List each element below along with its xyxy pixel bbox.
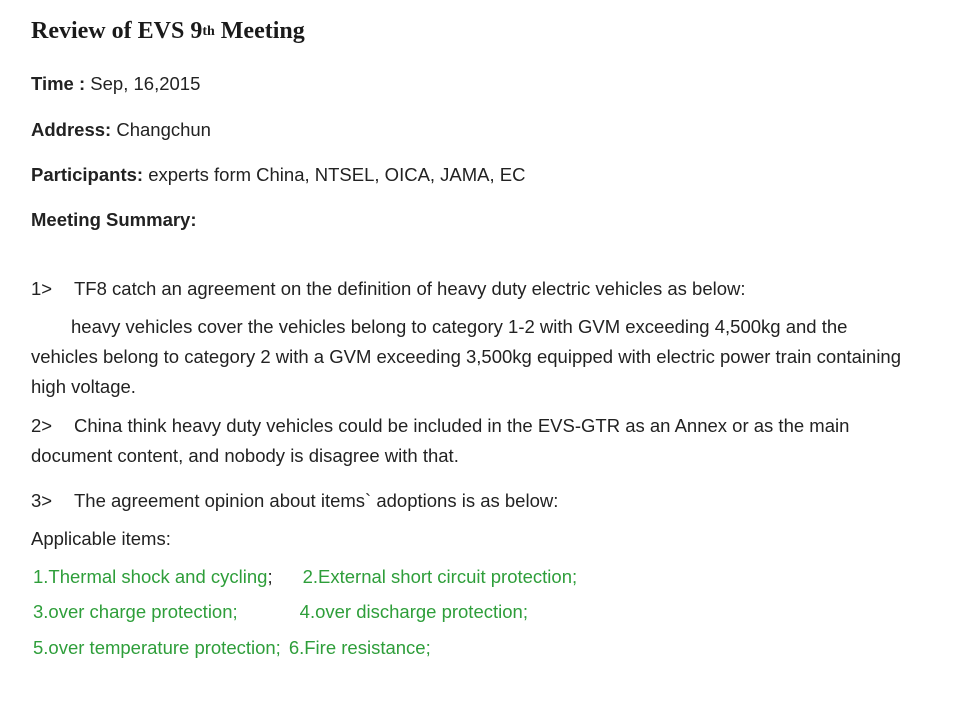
- applicable-item-1: 1.Thermal shock and cycling: [33, 566, 268, 587]
- item-1: [31, 274, 746, 304]
- item-1-text: TF8 catch an agreement on the definition of heavy duty electric vehicles as below:: [74, 278, 746, 299]
- applicable-row-3: [33, 633, 431, 663]
- applicable-item-3: 3.over charge protection;: [33, 601, 238, 622]
- participants-line: [31, 160, 526, 190]
- summary-heading: Meeting Summary:: [31, 209, 197, 230]
- item-3: [31, 486, 558, 516]
- time-line: [31, 69, 200, 99]
- applicable-row-1: 1.Thermal shock and cycling; 2.External short circuit protection;: [33, 566, 578, 587]
- item-1-number: 1>: [31, 278, 53, 299]
- participants-label: Participants:: [31, 164, 144, 185]
- item-2-text: China think heavy duty vehicles could be included in the EVS-GTR as an Annex or as the main document content, and nobody is disagree with that.: [31, 415, 850, 466]
- participants-value: experts form China, NTSEL, OICA, JAMA, EC: [143, 164, 526, 185]
- address-value: Changchun: [111, 119, 211, 140]
- applicable-row-2: [33, 597, 528, 627]
- applicable-item-5: 5.over temperature protection;: [33, 637, 281, 658]
- item-3-text: The agreement opinion about items` adoptions is as below:: [74, 490, 559, 511]
- applicable-item-6: 6.Fire resistance;: [288, 637, 431, 658]
- item-3-number: 3>: [31, 490, 53, 511]
- item-2-number: 2>: [31, 415, 53, 436]
- applicable-item-4: 4.over discharge protection;: [299, 601, 528, 622]
- applicable-item-2: 2.External short circuit protection;: [302, 566, 578, 587]
- applicable-label: Applicable items:: [31, 528, 171, 549]
- item-1-detail: heavy vehicles cover the vehicles belong to category 1-2 with GVM exceeding 4,500kg and the vehicles belong to category 2 with a GVM exceeding 3,500kg equipped with electric power train containing high voltage.: [31, 316, 902, 397]
- slide-title: Review of EVS 9th Meeting: [31, 18, 305, 44]
- time-label: Time :: [31, 73, 86, 94]
- item-2: [31, 411, 911, 471]
- address-label: Address:: [31, 119, 112, 140]
- address-line: [31, 115, 211, 145]
- time-value: Sep, 16,2015: [85, 73, 201, 94]
